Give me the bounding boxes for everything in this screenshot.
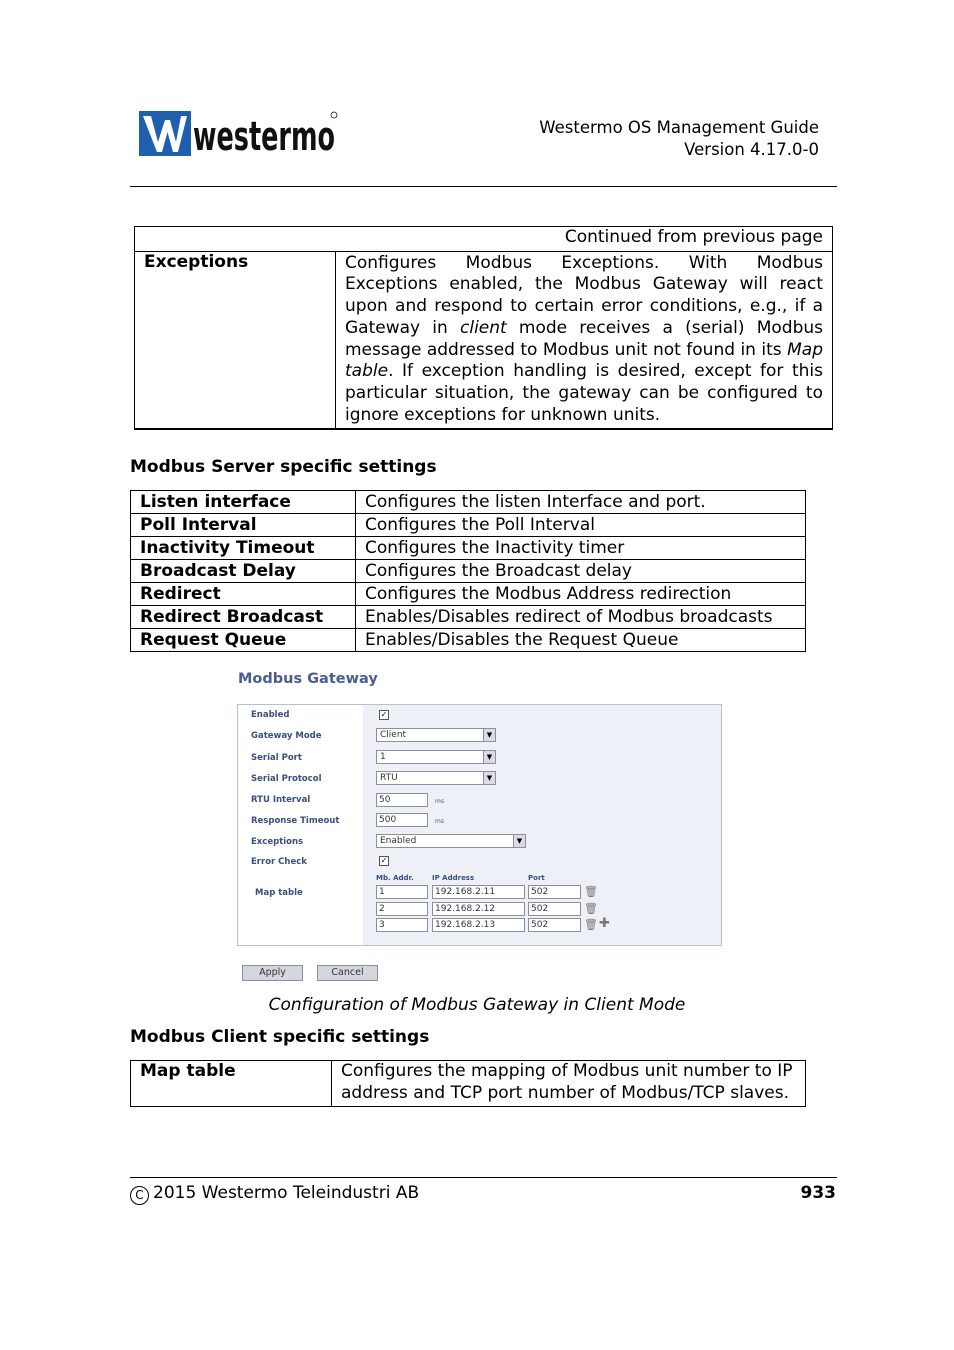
server-settings-table xyxy=(130,490,806,652)
chevron-down-icon: ▼ xyxy=(483,729,495,741)
westermo-logo xyxy=(139,110,339,158)
gateway-mode-select[interactable]: Client ▼ xyxy=(376,728,496,742)
chevron-down-icon: ▼ xyxy=(513,835,525,847)
serial-protocol-label: Serial Protocol xyxy=(251,774,322,784)
map-header-port: Port xyxy=(528,874,545,882)
exceptions-select[interactable]: Enabled ▼ xyxy=(376,834,526,848)
table-row: Listen interface Configures the listen Interface and port. xyxy=(131,491,806,514)
guide-version: Version 4.17.0-0 xyxy=(684,140,819,159)
error-check-label: Error Check xyxy=(251,857,307,867)
rtu-interval-unit: ms xyxy=(435,798,444,805)
apply-button[interactable]: Apply xyxy=(242,965,303,981)
map-port-input[interactable]: 502 xyxy=(528,902,581,916)
svg-text:westermo: westermo xyxy=(193,114,335,160)
table-row: Inactivity Timeout Configures the Inactivity timer xyxy=(131,537,806,560)
serial-port-label: Serial Port xyxy=(251,753,302,763)
enabled-checkbox[interactable]: ✓ xyxy=(380,710,388,719)
map-ip-input[interactable]: 192.168.2.13 xyxy=(432,918,525,932)
chevron-down-icon: ▼ xyxy=(483,772,495,784)
cancel-button[interactable]: Cancel xyxy=(317,965,378,981)
serial-port-select[interactable]: 1 ▼ xyxy=(376,750,496,764)
table-row: Request Queue Enables/Disables the Request Queue xyxy=(131,629,806,652)
gateway-mode-label: Gateway Mode xyxy=(251,731,322,741)
map-addr-input[interactable]: 3 xyxy=(376,918,428,932)
header-rule xyxy=(130,186,837,187)
trash-icon[interactable]: 🗑 xyxy=(584,885,598,898)
gateway-form xyxy=(237,704,722,946)
table-row: Redirect Configures the Modbus Address redirection xyxy=(131,583,806,606)
client-settings-table xyxy=(130,1060,806,1107)
enabled-label: Enabled xyxy=(251,710,290,720)
server-section-title: Modbus Server specific settings xyxy=(130,457,437,477)
header-text xyxy=(539,117,819,161)
map-table-label: Map table xyxy=(255,888,303,898)
client-section-title: Modbus Client specific settings xyxy=(130,1027,430,1047)
serial-protocol-select[interactable]: RTU ▼ xyxy=(376,771,496,785)
trash-icon[interactable]: 🗑 xyxy=(584,902,598,915)
trash-icon[interactable]: 🗑 xyxy=(584,918,598,931)
rtu-interval-input[interactable]: 50 xyxy=(376,793,428,807)
rtu-interval-label: RTU Interval xyxy=(251,795,311,805)
footer-rule xyxy=(130,1177,837,1178)
table-row: Broadcast Delay Configures the Broadcast delay xyxy=(131,560,806,583)
exceptions-label: Exceptions xyxy=(251,837,304,847)
map-header-ip: IP Address xyxy=(432,874,475,882)
chevron-down-icon: ▼ xyxy=(483,751,495,763)
exceptions-key: Exceptions xyxy=(135,251,336,429)
map-port-input[interactable]: 502 xyxy=(528,918,581,932)
response-timeout-label: Response Timeout xyxy=(251,816,340,826)
add-icon[interactable]: ✚ xyxy=(599,916,610,931)
table-row: Poll Interval Configures the Poll Interval xyxy=(131,514,806,537)
map-addr-input[interactable]: 1 xyxy=(376,885,428,899)
response-timeout-input[interactable]: 500 xyxy=(376,813,428,827)
figure-caption: Configuration of Modbus Gateway in Client Mode xyxy=(268,995,686,1015)
table-row: Redirect Broadcast Enables/Disables redirect of Modbus broadcasts xyxy=(131,606,806,629)
table-row: Map table Configures the mapping of Modbus unit number to IP address and TCP port number of Modbus/TCP slaves. xyxy=(131,1061,806,1107)
map-header-addr: Mb. Addr. xyxy=(376,874,414,882)
guide-title: Westermo OS Management Guide xyxy=(539,118,819,137)
error-check-checkbox[interactable]: ✓ xyxy=(380,856,388,865)
copyright-icon: C xyxy=(130,1186,149,1205)
map-addr-input[interactable]: 2 xyxy=(376,902,428,916)
continued-note: Continued from previous page xyxy=(135,227,833,252)
map-ip-input[interactable]: 192.168.2.11 xyxy=(432,885,525,899)
footer-copyright: C 2015 Westermo Teleindustri AB xyxy=(130,1183,419,1205)
gateway-title: Modbus Gateway xyxy=(238,671,378,687)
exceptions-table xyxy=(134,226,833,430)
exceptions-desc: Configures Modbus Exceptions. With Modbus Exceptions enabled, the Modbus Gateway will react upon and respond to certain error conditions, e.g., if a Gateway in client mode receives a (serial) Modbus message addressed to Modbus unit not found in its Map table. If exception handling is desired, except for this particular situation, the gateway can be configured to ignore exceptions for unknown units. xyxy=(336,251,833,429)
map-port-input[interactable]: 502 xyxy=(528,885,581,899)
map-ip-input[interactable]: 192.168.2.12 xyxy=(432,902,525,916)
response-timeout-unit: ms xyxy=(435,818,444,825)
page-number: 933 xyxy=(800,1183,836,1203)
